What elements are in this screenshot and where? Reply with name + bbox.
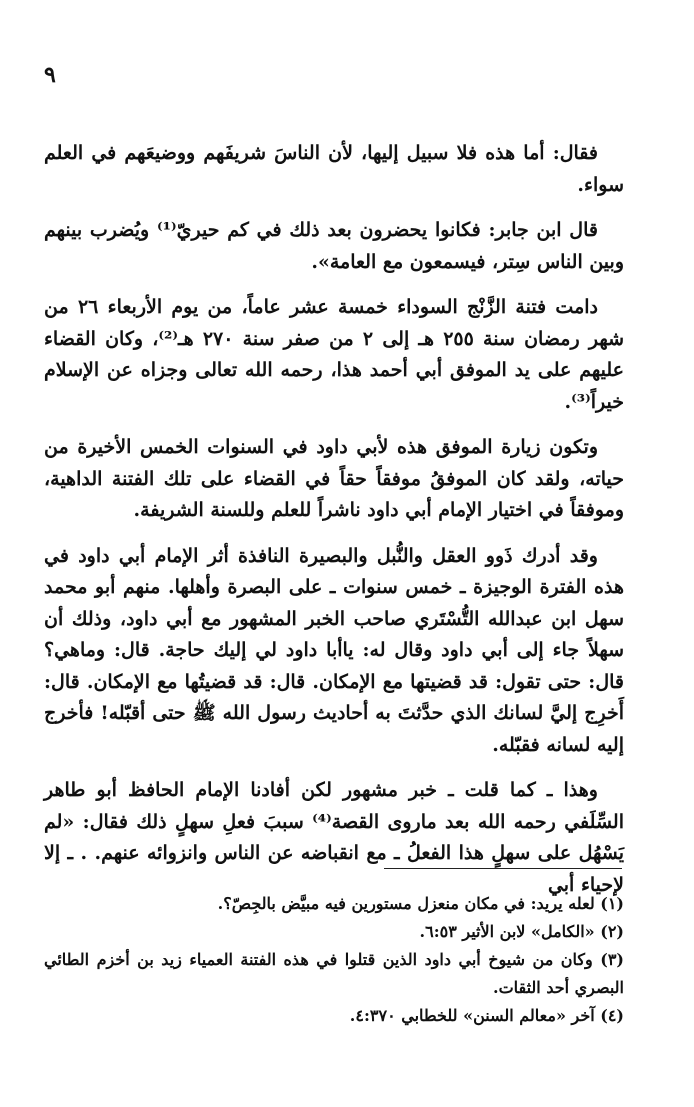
paragraph-5: وقد أدرك ذَوو العقل والنُّبل والبصيرة النافذة أثر الإمام أبي داود في هذه الفترة الوجيزة ـ خمس سنوات ـ على البصرة وأهلها. منهم أبو محمد سهل ابن عبدالله التُّسْتَري صاحب الخبر المشهور مع أبي داود، وذلك أن سهلاً جاء إلى أبي داود وقال له: ياأبا داود لي إليك حاجة. قال: وماهي؟ قال: حتى تقول: قد قضيتها مع الإمكان. قال: قد قضيتُها مع الإمكان. قال: أَخرِج إليَّ لسانك الذي حدَّثتَ به أحاديث رسول الله ﷺ حتى أقبّله! فأخرج إليه لسانه فقبّله. bbox=[44, 544, 624, 756]
page-number: ٩ bbox=[44, 62, 56, 88]
paragraph-4: وتكون زيارة الموفق هذه لأبي داود في السنوات الخمس الأخيرة من حياته، ولقد كان الموفقُ موفقاً حقاً في القضاء على تلك الفتنة الداهية، وموفقاً في اختيار الإمام أبي داود ناشراً للعلم وللسنة الشريفة. bbox=[44, 436, 624, 521]
paragraph-2: قال ابن جابر: فكانوا يحضرون بعد ذلك في كم حيريّ⁽¹⁾ ويُضرب بينهم وبين الناس سِتر، فيسمعون مع العامة». bbox=[44, 219, 624, 273]
paragraph-1: فقال: أما هذه فلا سبيل إليها، لأن الناسَ شريفَهم ووضيعَهم في العلم سواء. bbox=[44, 142, 624, 196]
paragraph-6: وهذا ـ كما قلت ـ خبر مشهور لكن أفادنا الإمام الحافظ أبو طاهر السِّلَفي رحمه الله بعد ماروى القصة⁽⁴⁾ سببَ فعلِ سهلٍ ذلك فقال: «لم يَسْهُل على سهلٍ هذا الفعلُ ـ مع انقباضه عن الناس وانزوائه عنهم. . ـ إلا لإحياء أبي bbox=[44, 779, 624, 896]
footnote-2: (٢) «الكامل» لابن الأثير ٦:٥٣. bbox=[419, 922, 624, 941]
footnote-1: (١) لعله يريد: في مكان منعزل مستورين فيه مبيَّض بالجِصّ؟. bbox=[217, 894, 624, 913]
footnote-3: (٣) وكان من شيوخ أبي داود الذين قتلوا في هذه الفتنة العمياء زيد بن أخزم الطائي البصري أحد الثقات. bbox=[44, 950, 624, 997]
main-text bbox=[44, 138, 624, 915]
footnotes bbox=[44, 890, 624, 1030]
footnote-4: (٤) آخر «معالم السنن» للخطابي ٤:٣٧٠. bbox=[349, 1006, 624, 1025]
paragraph-3: دامت فتنة الزَّنْج السوداء خمسة عشر عاماً، من يوم الأربعاء ٢٦ من شهر رمضان سنة ٢٥٥ هـ إلى ٢ من صفر سنة ٢٧٠ هـ⁽²⁾، وكان القضاء عليهم على يد الموفق أبي أحمد هذا، رحمه الله تعالى وجزاه عن الإسلام خيراً⁽³⁾. bbox=[44, 296, 624, 413]
footnote-separator bbox=[384, 868, 622, 869]
